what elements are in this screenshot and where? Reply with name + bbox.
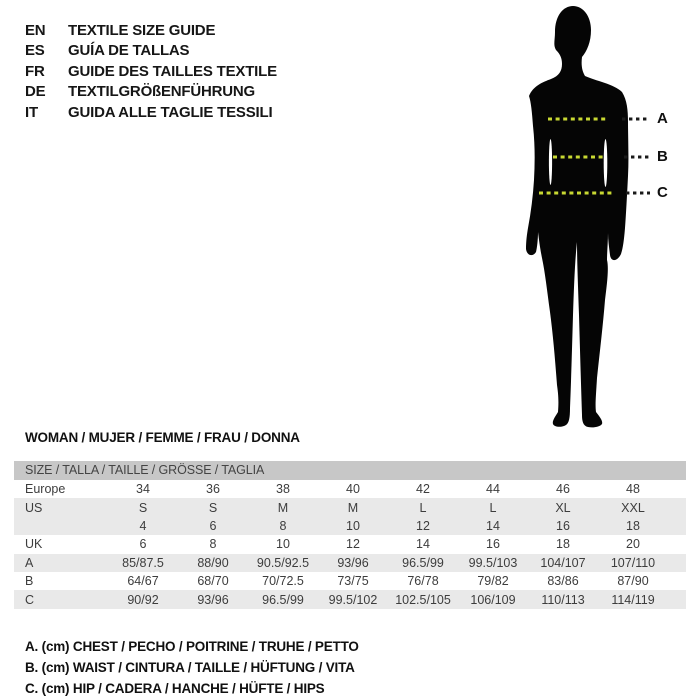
cell: 44 (486, 482, 500, 497)
legend-waist: B. (cm) WAIST / CINTURA / TAILLE / HÜFTUNG / VITA (25, 660, 355, 675)
cell: 88/90 (197, 555, 229, 570)
table-row-waist (14, 572, 686, 590)
cell: 70/72.5 (262, 574, 304, 589)
cell: 87/90 (617, 574, 649, 589)
cell: 102.5/105 (395, 592, 451, 607)
cell: 10 (276, 537, 290, 552)
table-row-hip (14, 590, 686, 608)
arm-torso-gap-right (604, 139, 608, 187)
cell: 8 (209, 537, 217, 552)
cell: L (489, 500, 497, 515)
cell: M (347, 500, 359, 515)
lang-row-de (25, 82, 277, 103)
cell: 6 (209, 518, 217, 533)
measure-label-c: C (657, 184, 668, 201)
cell: 48 (626, 482, 640, 497)
cell: 76/78 (407, 574, 439, 589)
cell: 73/75 (337, 574, 369, 589)
cell: 93/96 (337, 555, 369, 570)
cell: 20 (626, 537, 640, 552)
cell: 12 (346, 537, 360, 552)
cell: 96.5/99 (402, 555, 444, 570)
woman-section-heading: WOMAN / MUJER / FEMME / FRAU / DONNA (25, 430, 300, 445)
cell: 107/110 (610, 555, 656, 570)
lang-title: GUÍA DE TALLAS (68, 42, 190, 60)
cell: 104/107 (540, 555, 586, 570)
lang-row-it (25, 102, 277, 123)
cell: 34 (136, 482, 150, 497)
measurement-legend (25, 636, 359, 699)
cell: 79/82 (477, 574, 509, 589)
woman-silhouette (526, 6, 628, 427)
cell: S (208, 500, 218, 515)
lang-code: FR (25, 62, 45, 80)
cell: 106/109 (470, 592, 516, 607)
lang-title: TEXTILGRÖßENFÜHRUNG (68, 83, 256, 101)
cell: XL (555, 500, 571, 515)
cell: XXL (621, 500, 645, 515)
cell: 99.5/102 (328, 592, 378, 607)
cell: 14 (486, 518, 500, 533)
cell: 90/92 (127, 592, 159, 607)
cell: 40 (346, 482, 360, 497)
legend-hip: C. (cm) HIP / CADERA / HANCHE / HÜFTE / HIPS (25, 681, 325, 696)
table-row-us-numeric (14, 517, 686, 535)
lang-title: GUIDE DES TAILLES TEXTILE (68, 62, 277, 80)
cell: 96.5/99 (262, 592, 304, 607)
cell: L (419, 500, 427, 515)
row-label: US (25, 500, 43, 515)
cell: 93/96 (197, 592, 229, 607)
cell: 68/70 (197, 574, 229, 589)
lang-code: EN (25, 21, 46, 39)
cell: 4 (139, 518, 147, 533)
cell: 46 (556, 482, 570, 497)
cell: S (138, 500, 148, 515)
lang-code: IT (25, 103, 38, 121)
cell: 16 (486, 537, 500, 552)
cell: 42 (416, 482, 430, 497)
lang-row-en (25, 20, 277, 41)
table-row-us-letter (14, 498, 686, 516)
row-label: B (25, 574, 34, 589)
row-label: A (25, 555, 34, 570)
legend-chest: A. (cm) CHEST / PECHO / POITRINE / TRUHE / PETTO (25, 639, 359, 654)
row-label: UK (25, 537, 43, 552)
row-label: C (25, 592, 35, 607)
table-row-uk (14, 535, 686, 553)
lang-row-es (25, 41, 277, 62)
table-row-europe (14, 480, 686, 498)
cell: 18 (556, 537, 570, 552)
cell: 64/67 (127, 574, 159, 589)
measure-label-a: A (657, 110, 668, 127)
cell: 99.5/103 (468, 555, 518, 570)
cell: 8 (279, 518, 287, 533)
row-label: Europe (25, 482, 66, 497)
lang-title: GUIDA ALLE TAGLIE TESSILI (68, 103, 273, 121)
cell: 10 (346, 518, 360, 533)
cell: 12 (416, 518, 430, 533)
size-table-header: SIZE / TALLA / TAILLE / GRÖSSE / TAGLIA (14, 461, 686, 480)
cell: 14 (416, 537, 430, 552)
arm-torso-gap-left (549, 139, 552, 185)
measure-label-b: B (657, 148, 668, 165)
woman-silhouette-figure (495, 0, 700, 435)
cell: 85/87.5 (122, 555, 164, 570)
language-title-list (25, 20, 277, 123)
size-table (14, 461, 686, 609)
lang-code: ES (25, 42, 45, 60)
table-row-chest (14, 554, 686, 572)
cell: 110/113 (541, 592, 585, 607)
lang-title: TEXTILE SIZE GUIDE (68, 21, 216, 39)
cell: 6 (139, 537, 147, 552)
cell: 83/86 (547, 574, 579, 589)
cell: M (277, 500, 289, 515)
lang-row-fr (25, 61, 277, 82)
cell: 18 (626, 518, 640, 533)
cell: 90.5/92.5 (256, 555, 310, 570)
cell: 114/119 (611, 592, 655, 607)
cell: 36 (206, 482, 220, 497)
lang-code: DE (25, 83, 46, 101)
cell: 16 (556, 518, 570, 533)
cell: 38 (276, 482, 290, 497)
